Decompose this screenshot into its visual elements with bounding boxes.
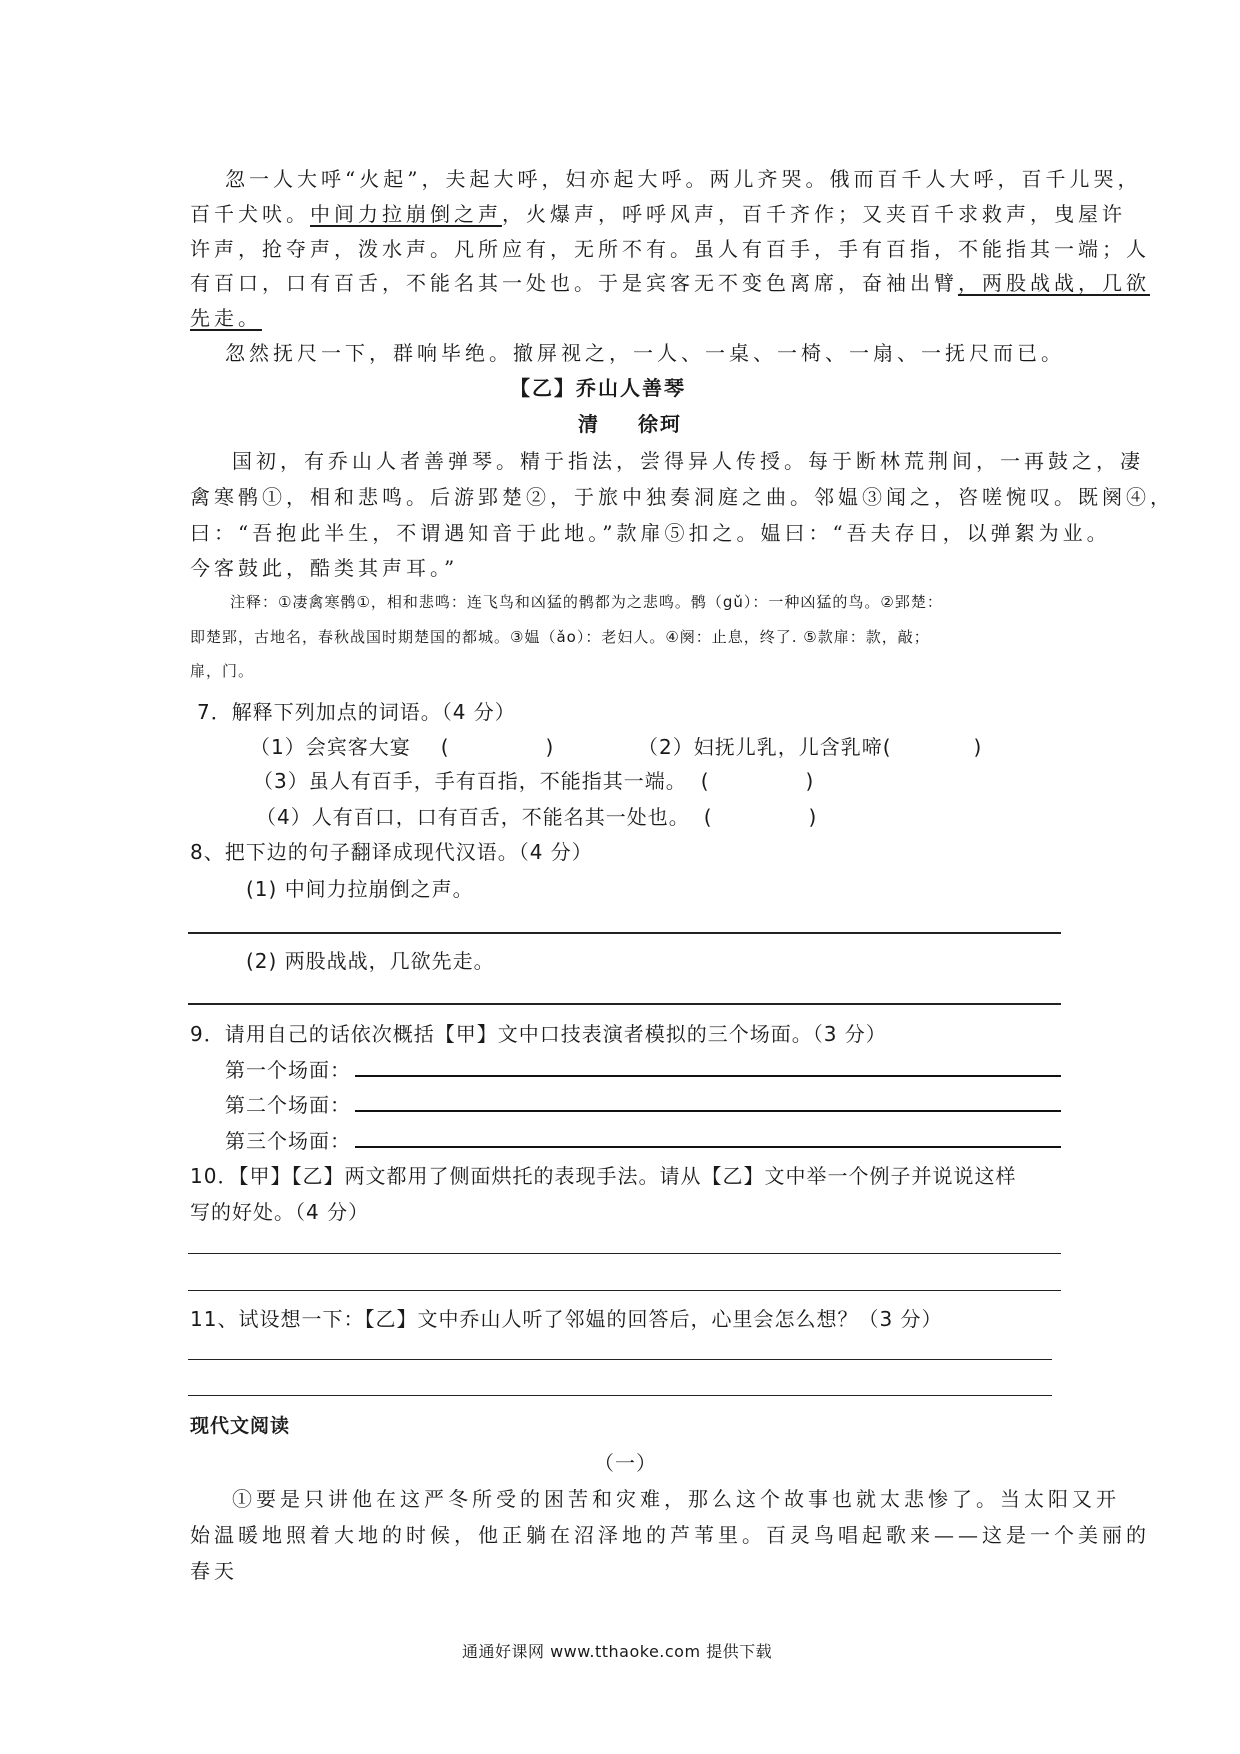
passage-a-line-1: 忽一人大呼“火起”，夫起大呼，妇亦起大呼。两儿齐哭。俄而百千人大呼，百千儿哭，	[225, 167, 1142, 191]
passage-b-line-2: 禽寒鹘①，相和悲鸣。后游郢楚②，于旅中独奏洞庭之曲。邻媪③闻之，咨嗟惋叹。既阕④，	[190, 485, 1174, 509]
question-9-prompt: 9．请用自己的话依次概括【甲】文中口技表演者模拟的三个场面。（3 分）	[190, 1022, 887, 1046]
passage-a-underlined-phrase-1: 中间力拉崩倒之声	[310, 202, 502, 226]
modern-paragraph-line-2: 始温暖地照着大地的时候，他正躺在沼泽地的芦苇里。百灵鸟唱起歌来——这是一个美丽的	[190, 1523, 1150, 1547]
notes-line-3: 扉，门。	[190, 662, 255, 680]
q11-answer-line-1[interactable]	[188, 1359, 1052, 1360]
section-heading-modern-reading: 现代文阅读	[190, 1415, 291, 1437]
passage-a-line-4	[190, 267, 1150, 296]
question-8-prompt: 8、把下边的句子翻译成现代汉语。（4 分）	[190, 840, 593, 864]
question-11-prompt: 11、试设想一下：【乙】文中乔山人听了邻媪的回答后，心里会怎么想？（3 分）	[190, 1307, 943, 1331]
passage-a-line-2-pre: 百千犬吠。	[190, 202, 310, 226]
question-8-item-1: (1) 中间力拉崩倒之声。	[246, 877, 474, 901]
modern-paragraph-line-3: 春天	[190, 1559, 238, 1583]
question-7-item-4: （4）人有百口，口有百舌，不能名其一处也。 ( )	[256, 805, 818, 829]
q8-answer-line-2[interactable]	[188, 1003, 1061, 1005]
question-7-prompt: 7．解释下列加点的词语。（4 分）	[197, 700, 516, 724]
passage-b-line-1: 国初，有乔山人者善弹琴。精于指法，尝得异人传授。每于断林荒荆间，一再鼓之，凄	[232, 449, 1144, 473]
question-10-prompt-line-1: 10．【甲】【乙】两文都用了侧面烘托的表现手法。请从【乙】文中举一个例子并说说这样	[190, 1164, 1017, 1188]
q8-answer-line-1[interactable]	[188, 932, 1061, 934]
q9-scene-1-line[interactable]	[355, 1075, 1061, 1077]
question-7-item-3: （3）虽人有百手，手有百指，不能指其一端。 ( )	[253, 769, 815, 793]
q9-scene-2-line[interactable]	[355, 1110, 1061, 1112]
question-8-item-2: (2) 两股战战，几欲先走。	[246, 949, 495, 973]
question-7-item-2: （2）妇抚儿乳，儿含乳啼( )	[638, 735, 983, 759]
passage-b-line-3: 曰：“吾抱此半生，不谓遇知音于此地。”款扉⑤扣之。媪曰：“吾夫存日，以弹絮为业。	[190, 521, 1111, 545]
modern-paragraph-line-1: ①要是只讲他在这严冬所受的困苦和灾难，那么这个故事也就太悲惨了。当太阳又开	[232, 1487, 1120, 1511]
passage-b-dynasty: 清	[578, 412, 600, 436]
passage-a-line-2	[190, 198, 1126, 227]
notes-line-1: 注释：①凄禽寒鹘①，相和悲鸣：连飞鸟和凶猛的鹘都为之悲鸣。鹘（gǔ）：一种凶猛的鸟。②郢楚：	[230, 593, 943, 611]
q9-scene-3-line[interactable]	[355, 1146, 1061, 1148]
passage-b-title: 【乙】乔山人善琴	[510, 376, 686, 400]
passage-b-author	[578, 408, 682, 437]
question-10-prompt-line-2: 写的好处。（4 分）	[190, 1200, 370, 1224]
passage-a-line-3: 许声，抢夺声，泼水声。凡所应有，无所不有。虽人有百手，手有百指，不能指其一端；人	[190, 237, 1150, 261]
passage-a-line-2-post: ，火爆声，呼呼风声，百千齐作；又夹百千求救声，曳屋许	[502, 202, 1126, 226]
question-7-item-1: （1）会宾客大宴 ( )	[250, 735, 555, 759]
q10-answer-line-1[interactable]	[188, 1253, 1061, 1254]
notes-line-2: 即楚郢，古地名，春秋战国时期楚国的都城。③媪（ǎo）：老妇人。④阕：止息，终了. ⑤款扉：款，敲；	[190, 628, 930, 646]
passage-b-author-name: 徐珂	[638, 412, 682, 436]
q9-scene-1-label: 第一个场面：	[225, 1058, 351, 1082]
q11-answer-line-2[interactable]	[188, 1395, 1052, 1396]
passage-a-underlined-phrase-2: ，两股战战，几欲	[958, 271, 1150, 295]
modern-part-label: （一）	[594, 1451, 657, 1475]
passage-a-underlined-phrase-3: 先走。	[190, 306, 262, 330]
q9-scene-2-label: 第二个场面：	[225, 1093, 351, 1117]
passage-a-line-5	[190, 302, 262, 331]
q10-answer-line-2[interactable]	[188, 1290, 1061, 1291]
passage-a-line-6: 忽然抚尺一下，群响毕绝。撤屏视之，一人、一桌、一椅、一扇、一抚尺而已。	[225, 341, 1065, 365]
passage-b-line-4: 今客鼓此，酷类其声耳。”	[190, 556, 459, 580]
footer-credit: 通通好课网 www.tthaoke.com 提供下载	[462, 1642, 773, 1661]
q9-scene-3-label: 第三个场面：	[225, 1129, 351, 1153]
passage-a-line-4-pre: 有百口，口有百舌，不能名其一处也。于是宾客无不变色离席，奋袖出臂	[190, 271, 958, 295]
